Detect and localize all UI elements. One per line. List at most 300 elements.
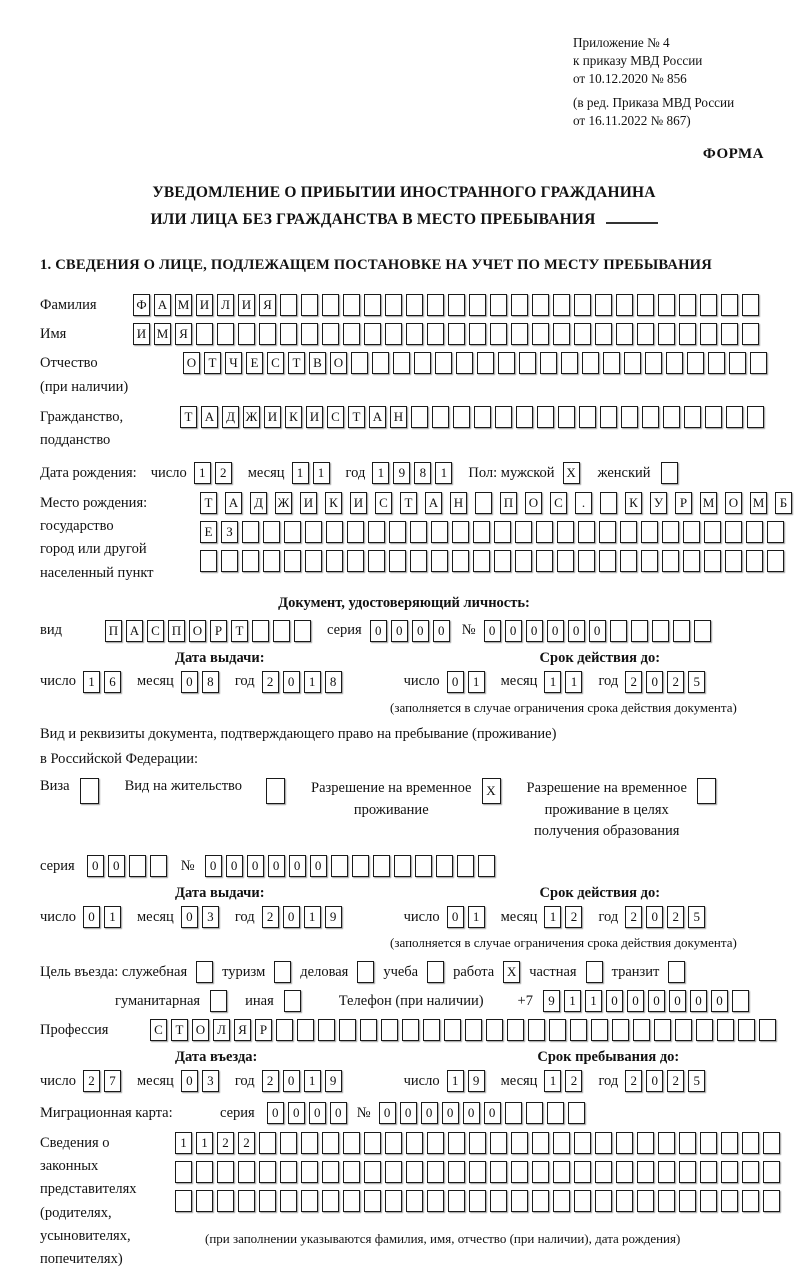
representative-cell[interactable] — [259, 1161, 276, 1183]
birthplace-cell[interactable] — [242, 521, 259, 543]
patronymic-cell[interactable] — [750, 352, 767, 374]
birthplace-cell[interactable] — [620, 521, 637, 543]
representative-cell[interactable] — [301, 1190, 318, 1212]
residence-number-cell[interactable]: 0 — [310, 855, 327, 877]
name-cell[interactable] — [574, 323, 591, 345]
representative-cell[interactable]: 1 — [175, 1132, 192, 1154]
representative-cell[interactable] — [469, 1161, 486, 1183]
entry-year-cell[interactable]: 1 — [304, 1070, 321, 1092]
until-day-cell[interactable]: 1 — [447, 1070, 464, 1092]
surname-cell[interactable]: Л — [217, 294, 234, 316]
birthplace-cell[interactable]: З — [221, 521, 238, 543]
representative-cell[interactable] — [595, 1161, 612, 1183]
patronymic-cell[interactable]: Ч — [225, 352, 242, 374]
phone-digit-cell[interactable]: 1 — [585, 990, 602, 1012]
representative-cell[interactable] — [763, 1132, 780, 1154]
patronymic-cell[interactable] — [351, 352, 368, 374]
name-cell[interactable] — [238, 323, 255, 345]
birthplace-cell[interactable] — [494, 521, 511, 543]
profession-cell[interactable] — [675, 1019, 692, 1041]
name-cell[interactable] — [469, 323, 486, 345]
citizenship-cell[interactable]: Н — [390, 406, 407, 428]
id-issue-month-cell[interactable]: 0 — [181, 671, 198, 693]
birth-year-cell[interactable]: 8 — [414, 462, 431, 484]
birthplace-cell[interactable] — [600, 492, 617, 514]
migration-number-cell[interactable]: 0 — [400, 1102, 417, 1124]
birthplace-cell[interactable] — [557, 521, 574, 543]
surname-cell[interactable] — [427, 294, 444, 316]
profession-cell[interactable]: О — [192, 1019, 209, 1041]
representative-cell[interactable] — [448, 1161, 465, 1183]
res-valid-day-cell[interactable]: 1 — [468, 906, 485, 928]
patronymic-cell[interactable] — [456, 352, 473, 374]
phone-digit-cell[interactable]: 0 — [627, 990, 644, 1012]
until-day-cell[interactable]: 9 — [468, 1070, 485, 1092]
birthplace-cell[interactable] — [284, 550, 301, 572]
res-issue-year-cell[interactable]: 9 — [325, 906, 342, 928]
id-doc-number-cell[interactable]: 0 — [589, 620, 606, 642]
birthplace-cell[interactable] — [704, 550, 721, 572]
migration-series-cell[interactable]: 0 — [267, 1102, 284, 1124]
birthplace-cell[interactable] — [347, 521, 364, 543]
surname-cell[interactable]: И — [238, 294, 255, 316]
surname-cell[interactable]: И — [196, 294, 213, 316]
patronymic-cell[interactable] — [519, 352, 536, 374]
profession-cell[interactable] — [423, 1019, 440, 1041]
representative-cell[interactable] — [700, 1190, 717, 1212]
entry-day-cell[interactable]: 7 — [104, 1070, 121, 1092]
edu-permit-checkbox[interactable] — [697, 778, 716, 804]
profession-cell[interactable]: Т — [171, 1019, 188, 1041]
profession-cell[interactable] — [339, 1019, 356, 1041]
representative-cell[interactable] — [427, 1132, 444, 1154]
profession-cell[interactable] — [276, 1019, 293, 1041]
representative-cell[interactable] — [469, 1132, 486, 1154]
representative-cell[interactable]: 2 — [217, 1132, 234, 1154]
birthplace-cell[interactable]: Т — [200, 492, 217, 514]
purpose-business-checkbox[interactable] — [357, 961, 374, 983]
representative-cell[interactable] — [259, 1190, 276, 1212]
profession-cell[interactable] — [360, 1019, 377, 1041]
profession-cell[interactable] — [696, 1019, 713, 1041]
birthplace-cell[interactable] — [452, 550, 469, 572]
id-doc-number-cell[interactable] — [631, 620, 648, 642]
representative-cell[interactable] — [532, 1190, 549, 1212]
migration-number-cell[interactable]: 0 — [484, 1102, 501, 1124]
res-issue-month-cell[interactable]: 0 — [181, 906, 198, 928]
surname-cell[interactable] — [658, 294, 675, 316]
purpose-other-checkbox[interactable] — [284, 990, 301, 1012]
citizenship-cell[interactable]: К — [285, 406, 302, 428]
birthplace-cell[interactable] — [389, 521, 406, 543]
representative-cell[interactable] — [679, 1190, 696, 1212]
until-month-cell[interactable]: 1 — [544, 1070, 561, 1092]
name-cell[interactable] — [385, 323, 402, 345]
res-issue-month-cell[interactable]: 3 — [202, 906, 219, 928]
name-cell[interactable] — [322, 323, 339, 345]
birthplace-cell[interactable]: К — [325, 492, 342, 514]
birthplace-cell[interactable] — [368, 521, 385, 543]
profession-cell[interactable] — [528, 1019, 545, 1041]
res-valid-year-cell[interactable]: 2 — [667, 906, 684, 928]
birthplace-cell[interactable] — [515, 521, 532, 543]
birthplace-cell[interactable] — [389, 550, 406, 572]
birth-year-cell[interactable]: 1 — [372, 462, 389, 484]
representative-cell[interactable] — [721, 1161, 738, 1183]
representative-cell[interactable] — [238, 1161, 255, 1183]
birthplace-cell[interactable] — [599, 521, 616, 543]
representative-cell[interactable] — [322, 1190, 339, 1212]
citizenship-cell[interactable]: Т — [180, 406, 197, 428]
birthplace-cell[interactable]: Е — [200, 521, 217, 543]
birthplace-cell[interactable]: К — [625, 492, 642, 514]
profession-cell[interactable] — [759, 1019, 776, 1041]
surname-cell[interactable] — [553, 294, 570, 316]
name-cell[interactable] — [679, 323, 696, 345]
patronymic-cell[interactable] — [372, 352, 389, 374]
representative-cell[interactable] — [322, 1132, 339, 1154]
representative-cell[interactable] — [427, 1161, 444, 1183]
representative-cell[interactable] — [700, 1161, 717, 1183]
birthplace-cell[interactable]: Т — [400, 492, 417, 514]
birthplace-cell[interactable] — [473, 521, 490, 543]
name-cell[interactable]: И — [133, 323, 150, 345]
profession-cell[interactable] — [465, 1019, 482, 1041]
birthplace-cell[interactable] — [221, 550, 238, 572]
entry-year-cell[interactable]: 9 — [325, 1070, 342, 1092]
name-cell[interactable] — [721, 323, 738, 345]
purpose-study-checkbox[interactable] — [427, 961, 444, 983]
purpose-work-checkbox[interactable]: X — [503, 961, 520, 983]
representative-cell[interactable] — [721, 1190, 738, 1212]
res-issue-day-cell[interactable]: 0 — [83, 906, 100, 928]
id-doc-kind-cell[interactable] — [294, 620, 311, 642]
representative-cell[interactable] — [301, 1132, 318, 1154]
birthplace-cell[interactable] — [431, 550, 448, 572]
id-valid-day-cell[interactable]: 1 — [468, 671, 485, 693]
citizenship-cell[interactable] — [432, 406, 449, 428]
citizenship-cell[interactable]: Т — [348, 406, 365, 428]
birthplace-cell[interactable] — [431, 521, 448, 543]
representative-cell[interactable] — [595, 1132, 612, 1154]
migration-number-cell[interactable] — [547, 1102, 564, 1124]
phone-digit-cell[interactable]: 0 — [648, 990, 665, 1012]
profession-cell[interactable] — [612, 1019, 629, 1041]
name-cell[interactable] — [364, 323, 381, 345]
id-doc-number-cell[interactable]: 0 — [568, 620, 585, 642]
purpose-official-checkbox[interactable] — [196, 961, 213, 983]
profession-cell[interactable] — [402, 1019, 419, 1041]
birth-day-cell[interactable]: 2 — [215, 462, 232, 484]
patronymic-cell[interactable] — [708, 352, 725, 374]
migration-number-cell[interactable]: 0 — [421, 1102, 438, 1124]
patronymic-cell[interactable]: С — [267, 352, 284, 374]
residence-series-cell[interactable] — [150, 855, 167, 877]
migration-number-cell[interactable]: 0 — [442, 1102, 459, 1124]
until-year-cell[interactable]: 2 — [667, 1070, 684, 1092]
patronymic-cell[interactable] — [582, 352, 599, 374]
surname-cell[interactable] — [532, 294, 549, 316]
patronymic-cell[interactable]: Т — [204, 352, 221, 374]
id-valid-month-cell[interactable]: 1 — [544, 671, 561, 693]
representative-cell[interactable] — [217, 1190, 234, 1212]
representative-cell[interactable] — [343, 1190, 360, 1212]
representative-cell[interactable] — [322, 1161, 339, 1183]
birthplace-cell[interactable] — [641, 521, 658, 543]
representative-cell[interactable] — [343, 1161, 360, 1183]
id-doc-number-cell[interactable] — [652, 620, 669, 642]
birthplace-cell[interactable] — [620, 550, 637, 572]
res-valid-year-cell[interactable]: 2 — [625, 906, 642, 928]
representative-cell[interactable] — [406, 1190, 423, 1212]
surname-cell[interactable]: Я — [259, 294, 276, 316]
res-valid-month-cell[interactable]: 2 — [565, 906, 582, 928]
id-doc-series-cell[interactable]: 0 — [412, 620, 429, 642]
representative-cell[interactable] — [553, 1190, 570, 1212]
name-cell[interactable] — [406, 323, 423, 345]
profession-cell[interactable] — [549, 1019, 566, 1041]
representative-cell[interactable] — [553, 1132, 570, 1154]
profession-cell[interactable] — [318, 1019, 335, 1041]
birthplace-cell[interactable] — [725, 521, 742, 543]
id-doc-kind-cell[interactable]: П — [105, 620, 122, 642]
until-month-cell[interactable]: 2 — [565, 1070, 582, 1092]
until-year-cell[interactable]: 0 — [646, 1070, 663, 1092]
representative-cell[interactable] — [742, 1190, 759, 1212]
patronymic-cell[interactable] — [603, 352, 620, 374]
id-valid-year-cell[interactable]: 2 — [625, 671, 642, 693]
representative-cell[interactable] — [742, 1161, 759, 1183]
patronymic-cell[interactable]: Е — [246, 352, 263, 374]
representative-cell[interactable] — [217, 1161, 234, 1183]
migration-number-cell[interactable]: 0 — [463, 1102, 480, 1124]
id-doc-kind-cell[interactable] — [273, 620, 290, 642]
name-cell[interactable] — [658, 323, 675, 345]
representative-cell[interactable] — [301, 1161, 318, 1183]
citizenship-cell[interactable]: Ж — [243, 406, 260, 428]
citizenship-cell[interactable] — [642, 406, 659, 428]
name-cell[interactable] — [700, 323, 717, 345]
birthplace-cell[interactable] — [641, 550, 658, 572]
purpose-humanitarian-checkbox[interactable] — [210, 990, 227, 1012]
res-issue-year-cell[interactable]: 0 — [283, 906, 300, 928]
residence-number-cell[interactable] — [457, 855, 474, 877]
temp-permit-checkbox[interactable]: X — [482, 778, 501, 804]
birthplace-cell[interactable] — [305, 550, 322, 572]
representative-cell[interactable] — [511, 1190, 528, 1212]
id-doc-number-cell[interactable]: 0 — [505, 620, 522, 642]
name-cell[interactable] — [616, 323, 633, 345]
patronymic-cell[interactable] — [540, 352, 557, 374]
birthplace-cell[interactable] — [263, 550, 280, 572]
representative-cell[interactable] — [280, 1132, 297, 1154]
patronymic-cell[interactable] — [498, 352, 515, 374]
visa-checkbox[interactable] — [80, 778, 99, 804]
representative-cell[interactable] — [742, 1132, 759, 1154]
representative-cell[interactable] — [658, 1161, 675, 1183]
id-doc-series-cell[interactable]: 0 — [391, 620, 408, 642]
purpose-private-checkbox[interactable] — [586, 961, 603, 983]
representative-cell[interactable]: 1 — [196, 1132, 213, 1154]
name-cell[interactable] — [343, 323, 360, 345]
surname-cell[interactable] — [343, 294, 360, 316]
representative-cell[interactable] — [532, 1161, 549, 1183]
birthplace-cell[interactable] — [662, 521, 679, 543]
residence-number-cell[interactable] — [331, 855, 348, 877]
profession-cell[interactable]: Я — [234, 1019, 251, 1041]
migration-series-cell[interactable]: 0 — [330, 1102, 347, 1124]
entry-year-cell[interactable]: 0 — [283, 1070, 300, 1092]
birthplace-cell[interactable]: А — [425, 492, 442, 514]
representative-cell[interactable] — [343, 1132, 360, 1154]
name-cell[interactable] — [511, 323, 528, 345]
citizenship-cell[interactable] — [747, 406, 764, 428]
residence-number-cell[interactable] — [415, 855, 432, 877]
name-cell[interactable] — [595, 323, 612, 345]
patronymic-cell[interactable] — [393, 352, 410, 374]
id-doc-number-cell[interactable]: 0 — [526, 620, 543, 642]
migration-series-cell[interactable]: 0 — [288, 1102, 305, 1124]
birthplace-cell[interactable]: У — [650, 492, 667, 514]
name-cell[interactable] — [742, 323, 759, 345]
profession-cell[interactable] — [570, 1019, 587, 1041]
birthplace-cell[interactable] — [410, 550, 427, 572]
patronymic-cell[interactable] — [645, 352, 662, 374]
entry-month-cell[interactable]: 0 — [181, 1070, 198, 1092]
entry-month-cell[interactable]: 3 — [202, 1070, 219, 1092]
citizenship-cell[interactable]: И — [264, 406, 281, 428]
representative-cell[interactable] — [490, 1190, 507, 1212]
representative-cell[interactable] — [763, 1190, 780, 1212]
patronymic-cell[interactable] — [624, 352, 641, 374]
id-issue-year-cell[interactable]: 0 — [283, 671, 300, 693]
citizenship-cell[interactable] — [474, 406, 491, 428]
representative-cell[interactable] — [490, 1132, 507, 1154]
profession-cell[interactable] — [717, 1019, 734, 1041]
entry-year-cell[interactable]: 2 — [262, 1070, 279, 1092]
surname-cell[interactable] — [679, 294, 696, 316]
residence-number-cell[interactable] — [373, 855, 390, 877]
representative-cell[interactable]: 2 — [238, 1132, 255, 1154]
id-doc-kind-cell[interactable]: С — [147, 620, 164, 642]
id-doc-kind-cell[interactable]: Т — [231, 620, 248, 642]
id-doc-number-cell[interactable] — [673, 620, 690, 642]
birth-year-cell[interactable]: 1 — [435, 462, 452, 484]
representative-cell[interactable] — [364, 1132, 381, 1154]
birthplace-cell[interactable] — [263, 521, 280, 543]
birthplace-cell[interactable] — [746, 521, 763, 543]
representative-cell[interactable] — [763, 1161, 780, 1183]
residence-number-cell[interactable] — [352, 855, 369, 877]
name-cell[interactable] — [217, 323, 234, 345]
birthplace-cell[interactable]: А — [225, 492, 242, 514]
representative-cell[interactable] — [364, 1161, 381, 1183]
entry-day-cell[interactable]: 2 — [83, 1070, 100, 1092]
birthplace-cell[interactable]: О — [725, 492, 742, 514]
id-doc-number-cell[interactable]: 0 — [484, 620, 501, 642]
residence-number-cell[interactable] — [436, 855, 453, 877]
representative-cell[interactable] — [196, 1190, 213, 1212]
migration-number-cell[interactable]: 0 — [379, 1102, 396, 1124]
name-cell[interactable] — [427, 323, 444, 345]
phone-digit-cell[interactable]: 0 — [711, 990, 728, 1012]
birthplace-cell[interactable] — [347, 550, 364, 572]
citizenship-cell[interactable] — [621, 406, 638, 428]
representative-cell[interactable] — [385, 1190, 402, 1212]
citizenship-cell[interactable]: С — [327, 406, 344, 428]
id-doc-kind-cell[interactable]: О — [189, 620, 206, 642]
profession-cell[interactable] — [381, 1019, 398, 1041]
birthplace-cell[interactable]: Р — [675, 492, 692, 514]
phone-digit-cell[interactable]: 9 — [543, 990, 560, 1012]
name-cell[interactable]: Я — [175, 323, 192, 345]
representative-cell[interactable] — [196, 1161, 213, 1183]
representative-cell[interactable] — [175, 1190, 192, 1212]
birthplace-cell[interactable] — [200, 550, 217, 572]
birth-month-cell[interactable]: 1 — [292, 462, 309, 484]
surname-cell[interactable] — [301, 294, 318, 316]
surname-cell[interactable] — [700, 294, 717, 316]
surname-cell[interactable] — [637, 294, 654, 316]
surname-cell[interactable] — [406, 294, 423, 316]
citizenship-cell[interactable] — [558, 406, 575, 428]
representative-cell[interactable] — [616, 1190, 633, 1212]
birthplace-cell[interactable] — [452, 521, 469, 543]
patronymic-cell[interactable] — [687, 352, 704, 374]
representative-cell[interactable] — [406, 1132, 423, 1154]
id-doc-kind-cell[interactable]: А — [126, 620, 143, 642]
patronymic-cell[interactable] — [477, 352, 494, 374]
representative-cell[interactable] — [532, 1132, 549, 1154]
birthplace-cell[interactable]: И — [350, 492, 367, 514]
purpose-tourism-checkbox[interactable] — [274, 961, 291, 983]
birthplace-cell[interactable] — [515, 550, 532, 572]
migration-series-cell[interactable]: 0 — [309, 1102, 326, 1124]
birthplace-cell[interactable] — [557, 550, 574, 572]
birthplace-cell[interactable] — [473, 550, 490, 572]
surname-cell[interactable] — [574, 294, 591, 316]
residence-series-cell[interactable]: 0 — [108, 855, 125, 877]
citizenship-cell[interactable]: И — [306, 406, 323, 428]
representative-cell[interactable] — [385, 1132, 402, 1154]
id-doc-kind-cell[interactable]: Р — [210, 620, 227, 642]
citizenship-cell[interactable] — [663, 406, 680, 428]
birthplace-cell[interactable] — [683, 550, 700, 572]
id-valid-day-cell[interactable]: 0 — [447, 671, 464, 693]
patronymic-cell[interactable] — [729, 352, 746, 374]
migration-number-cell[interactable] — [526, 1102, 543, 1124]
citizenship-cell[interactable] — [411, 406, 428, 428]
res-issue-year-cell[interactable]: 1 — [304, 906, 321, 928]
representative-cell[interactable] — [637, 1161, 654, 1183]
name-cell[interactable] — [196, 323, 213, 345]
citizenship-cell[interactable] — [453, 406, 470, 428]
purpose-transit-checkbox[interactable] — [668, 961, 685, 983]
residence-series-cell[interactable] — [129, 855, 146, 877]
residence-number-cell[interactable]: 0 — [205, 855, 222, 877]
id-issue-year-cell[interactable]: 2 — [262, 671, 279, 693]
residence-series-cell[interactable]: 0 — [87, 855, 104, 877]
birthplace-cell[interactable] — [494, 550, 511, 572]
profession-cell[interactable]: Р — [255, 1019, 272, 1041]
citizenship-cell[interactable] — [705, 406, 722, 428]
birthplace-cell[interactable] — [242, 550, 259, 572]
surname-cell[interactable]: А — [154, 294, 171, 316]
surname-cell[interactable]: М — [175, 294, 192, 316]
representative-cell[interactable] — [175, 1161, 192, 1183]
citizenship-cell[interactable] — [537, 406, 554, 428]
name-cell[interactable] — [301, 323, 318, 345]
